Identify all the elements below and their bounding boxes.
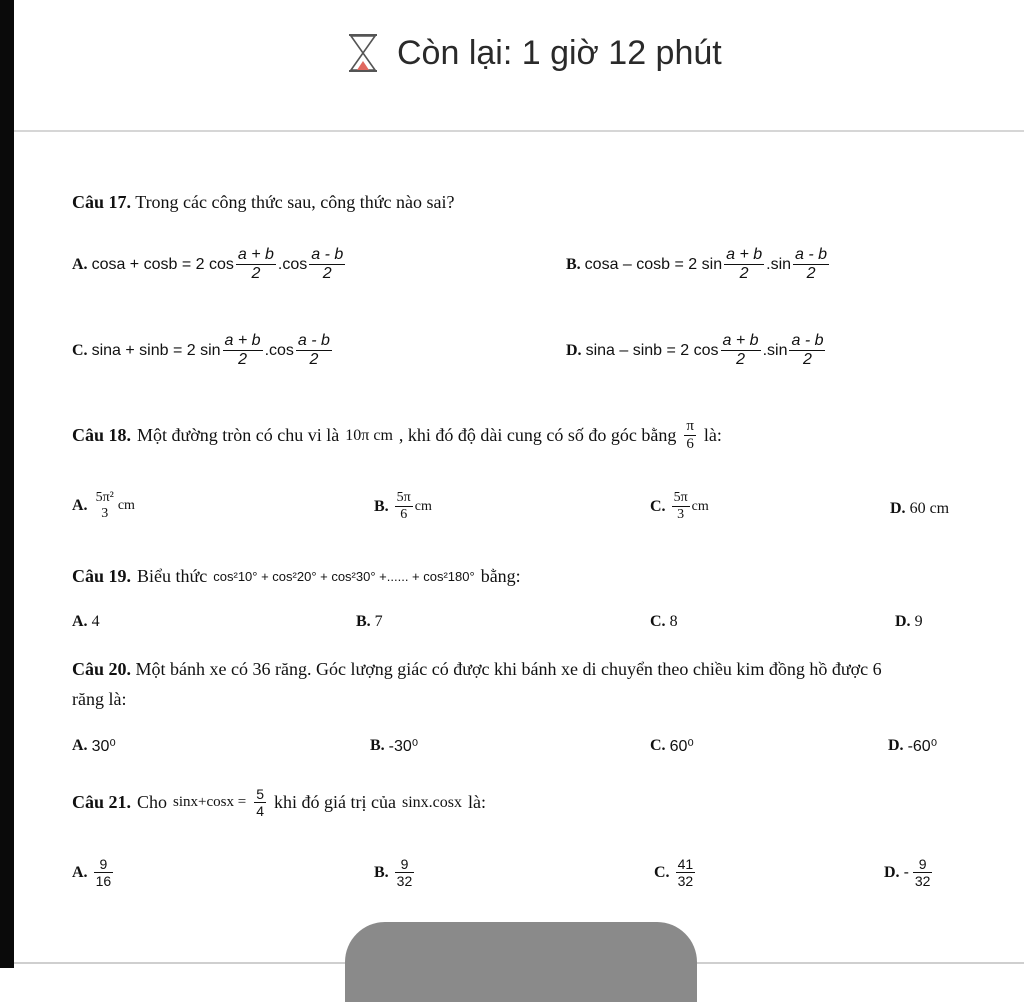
- formula-mid: .sin: [766, 255, 792, 273]
- question-17: [72, 192, 454, 213]
- option-letter: C.: [72, 341, 88, 359]
- option-19-a[interactable]: [72, 613, 100, 631]
- fraction-numerator: 9: [395, 856, 415, 873]
- fraction-numerator: a - b: [793, 246, 829, 265]
- option-unit: cm: [414, 498, 432, 514]
- fraction-numerator: 5π: [395, 490, 413, 507]
- option-value: 7: [374, 613, 383, 630]
- fraction-numerator: a + b: [721, 332, 761, 351]
- question-math: sinx+cosx =: [173, 794, 247, 811]
- option-value: 60 cm: [909, 500, 950, 517]
- fraction-numerator: a - b: [309, 246, 345, 265]
- question-math: cos²10° + cos²20° + cos²30° +...... + cos²180°: [213, 569, 475, 584]
- option-value: 8: [669, 613, 678, 630]
- option-20-a[interactable]: [72, 736, 116, 756]
- fraction-numerator: a + b: [223, 332, 263, 351]
- fraction-denominator: 32: [677, 873, 694, 890]
- question-math: 10π cm: [345, 426, 393, 444]
- option-18-a[interactable]: [72, 490, 135, 522]
- option-19-c[interactable]: [650, 613, 678, 631]
- formula-left: sina – sinb = 2 cos: [585, 341, 719, 359]
- option-18-d[interactable]: [890, 500, 949, 518]
- option-letter: D.: [888, 737, 904, 754]
- option-letter: A.: [72, 863, 88, 881]
- fraction-numerator: π: [684, 418, 696, 436]
- option-letter: A.: [72, 613, 88, 630]
- fraction-denominator: 2: [322, 265, 332, 283]
- option-letter: D.: [890, 500, 906, 517]
- fraction-numerator: 5π: [672, 490, 690, 507]
- fraction-denominator: 2: [238, 351, 247, 369]
- timer-text: Còn lại: 1 giờ 12 phút: [397, 33, 722, 72]
- floating-action-button[interactable]: [345, 922, 697, 1002]
- hourglass-icon: [345, 33, 381, 73]
- fraction-numerator: a + b: [236, 246, 276, 265]
- formula-left: cosa – cosb = 2 sin: [584, 255, 723, 273]
- option-letter: B.: [356, 613, 371, 630]
- option-letter: C.: [654, 863, 670, 881]
- option-17-d[interactable]: [566, 332, 827, 370]
- question-19: [72, 566, 521, 587]
- fraction-numerator: a + b: [724, 246, 764, 265]
- question-text: Cho: [137, 792, 168, 813]
- fraction-numerator: 9: [94, 856, 114, 873]
- fraction-denominator: 16: [95, 873, 112, 890]
- fraction-numerator: a - b: [296, 332, 332, 351]
- option-20-b[interactable]: [370, 736, 418, 756]
- question-label: Câu 18.: [72, 425, 132, 446]
- fraction-denominator: 2: [251, 265, 261, 283]
- timer: [345, 33, 722, 73]
- header-divider: [14, 130, 1024, 132]
- question-label: Câu 21.: [72, 792, 132, 813]
- fraction-numerator: a - b: [789, 332, 825, 351]
- option-sign: -: [903, 863, 909, 881]
- formula-mid: .sin: [762, 341, 788, 359]
- formula-left: cosa + cosb = 2 cos: [91, 255, 234, 273]
- option-19-d[interactable]: [895, 613, 923, 631]
- option-letter: A.: [72, 255, 88, 273]
- option-21-d[interactable]: [884, 856, 934, 889]
- formula-mid: .cos: [264, 341, 294, 359]
- option-19-b[interactable]: [356, 613, 383, 631]
- fraction-denominator: 3: [101, 506, 109, 522]
- option-letter: C.: [650, 737, 666, 754]
- fraction-denominator: 2: [739, 265, 749, 283]
- option-value: 4: [91, 613, 100, 630]
- question-text: bằng:: [480, 566, 521, 586]
- option-value: -30⁰: [388, 738, 419, 755]
- option-letter: D.: [884, 863, 900, 881]
- fraction-denominator: 3: [677, 507, 685, 523]
- fraction-numerator: 41: [677, 856, 694, 872]
- question-21: [72, 786, 486, 819]
- option-17-c[interactable]: [72, 332, 334, 370]
- option-18-c[interactable]: [650, 490, 709, 523]
- option-20-c[interactable]: [650, 736, 694, 756]
- left-edge-bar: [0, 0, 14, 968]
- question-label: Câu 17.: [72, 192, 132, 212]
- fraction-denominator: 2: [806, 265, 816, 283]
- option-letter: D.: [895, 613, 911, 630]
- option-letter: B.: [370, 737, 385, 754]
- question-label: Câu 20.: [72, 659, 132, 679]
- option-letter: D.: [566, 341, 582, 359]
- option-unit: cm: [117, 498, 135, 514]
- question-text: Biểu thức: [137, 566, 208, 586]
- fraction-denominator: 2: [309, 351, 319, 369]
- question-text: Trong các công thức sau, công thức nào sai?: [135, 192, 455, 212]
- fraction-denominator: 6: [686, 436, 694, 453]
- option-letter: A.: [72, 497, 88, 515]
- question-text: là:: [467, 792, 486, 813]
- option-20-d[interactable]: [888, 736, 937, 756]
- question-text: răng là:: [72, 689, 127, 709]
- fraction-numerator: 5: [256, 786, 264, 802]
- question-text: khi đó giá trị của: [274, 792, 396, 813]
- option-21-a[interactable]: [72, 856, 115, 889]
- question-label: Câu 19.: [72, 566, 132, 586]
- question-text: , khi đó độ dài cung có số đo góc bằng: [398, 425, 677, 446]
- option-letter: B.: [566, 255, 581, 273]
- formula-left: sina + sinb = 2 sin: [91, 341, 221, 359]
- option-letter: A.: [72, 737, 88, 754]
- option-18-b[interactable]: [374, 490, 432, 523]
- option-letter: C.: [650, 613, 666, 630]
- option-letter: C.: [650, 497, 666, 515]
- question-20-line2: [72, 689, 126, 710]
- fraction-denominator: 2: [803, 351, 812, 369]
- option-21-c[interactable]: [654, 856, 697, 889]
- option-value: 30⁰: [91, 738, 116, 755]
- option-letter: B.: [374, 497, 389, 515]
- question-text: Một đường tròn có chu vi là: [137, 425, 340, 446]
- formula-mid: .cos: [277, 255, 308, 273]
- option-21-b[interactable]: [374, 856, 416, 889]
- option-letter: B.: [374, 863, 389, 881]
- option-unit: cm: [691, 498, 709, 514]
- fraction-numerator: 9: [913, 856, 933, 873]
- question-text: Một bánh xe có 36 răng. Góc lượng giác có được khi bánh xe di chuyển theo chiều kim đồng hồ được 6: [135, 659, 882, 679]
- fraction-numerator: 5π²: [95, 490, 114, 505]
- question-math: sinx.cosx: [401, 793, 462, 811]
- fraction-denominator: 2: [736, 351, 745, 369]
- question-18: [72, 418, 722, 454]
- fraction-denominator: 32: [914, 873, 931, 890]
- fraction-denominator: 4: [256, 803, 264, 820]
- option-17-a[interactable]: [72, 246, 347, 284]
- question-20: [72, 659, 1024, 680]
- option-17-b[interactable]: [566, 246, 831, 284]
- option-value: -60⁰: [907, 738, 938, 755]
- option-value: 60⁰: [669, 738, 694, 755]
- question-text: là:: [703, 425, 722, 446]
- fraction-denominator: 6: [400, 507, 408, 523]
- fraction-denominator: 32: [396, 873, 413, 890]
- option-value: 9: [914, 613, 923, 630]
